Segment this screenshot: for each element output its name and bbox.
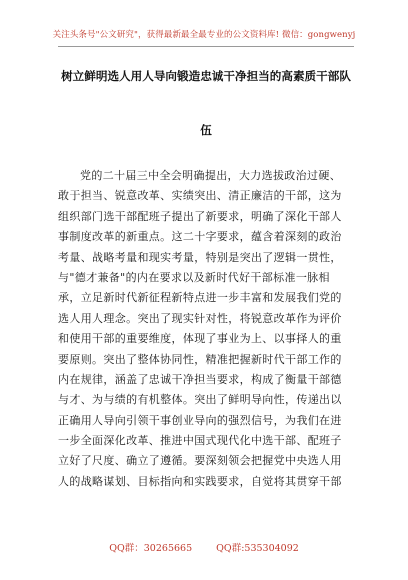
body-line: 人的战略谋划、目标指向和实践要求，自觉将其贯穿干部 [58,474,342,488]
body-line: 敢于担当、锐意改革、实绩突出、清正廉洁的干部，这为 [58,189,342,203]
body-line: 党的二十届三中全会明确提出，大力选拔政治过硬、 [80,169,342,182]
body-line: 组织部门选干部配班子提出了新要求，明确了深化干部人 [58,209,342,223]
qq-group-2: QQ群:535304092 [216,543,299,554]
body-line: 和使用干部的重要维度，体现了事业为上、以事择人的重 [58,332,342,346]
body-line: 与才、为与绩的有机整体。突出了鲜明导向性，传递出以 [58,393,342,407]
body-line: 考量、战略考量和现实考量，特别是突出了逻辑一贯性， [58,250,342,264]
document-title: 树立鲜明选人用人导向锻造忠诚干净担当的高素质干部队 [61,69,351,83]
body-line: 一步全面深化改革、推进中国式现代化中选干部、配班子 [58,434,342,448]
body-line: 选人用人理念。突出了现实针对性，将锐意改革作为评价 [58,311,342,325]
header-divider [58,46,354,47]
footer [0,540,408,554]
body-line: 正确用人导向引领干事创业导向的强烈信号，为我们在进 [58,413,342,427]
body-line: 与"德才兼备"的内在要求以及新时代好干部标准一脉相 [58,270,330,284]
body-line: 立好了尺度、确立了遵循。要深刻领会把握党中央选人用 [58,454,342,468]
header-note: 关注头条号"公文研究"，获得最新最全最专业的公文资料库! 微信：gongwenyj [52,30,356,40]
body-line: 事制度改革的新重点。这二十字要求，蕴含着深刻的政治 [58,230,342,244]
qq-group-1: QQ群：30265665 [109,543,193,554]
body-text [58,166,354,492]
document-title-continuation: 伍 [200,123,212,137]
body-line: 内在规律，涵盖了忠诚干净担当要求，构成了衡量干部德 [58,372,342,386]
body-line: 要原则。突出了整体协同性，精准把握新时代干部工作的 [58,352,342,366]
body-line: 承，立足新时代新征程新特点进一步丰富和发展我们党的 [58,291,342,305]
